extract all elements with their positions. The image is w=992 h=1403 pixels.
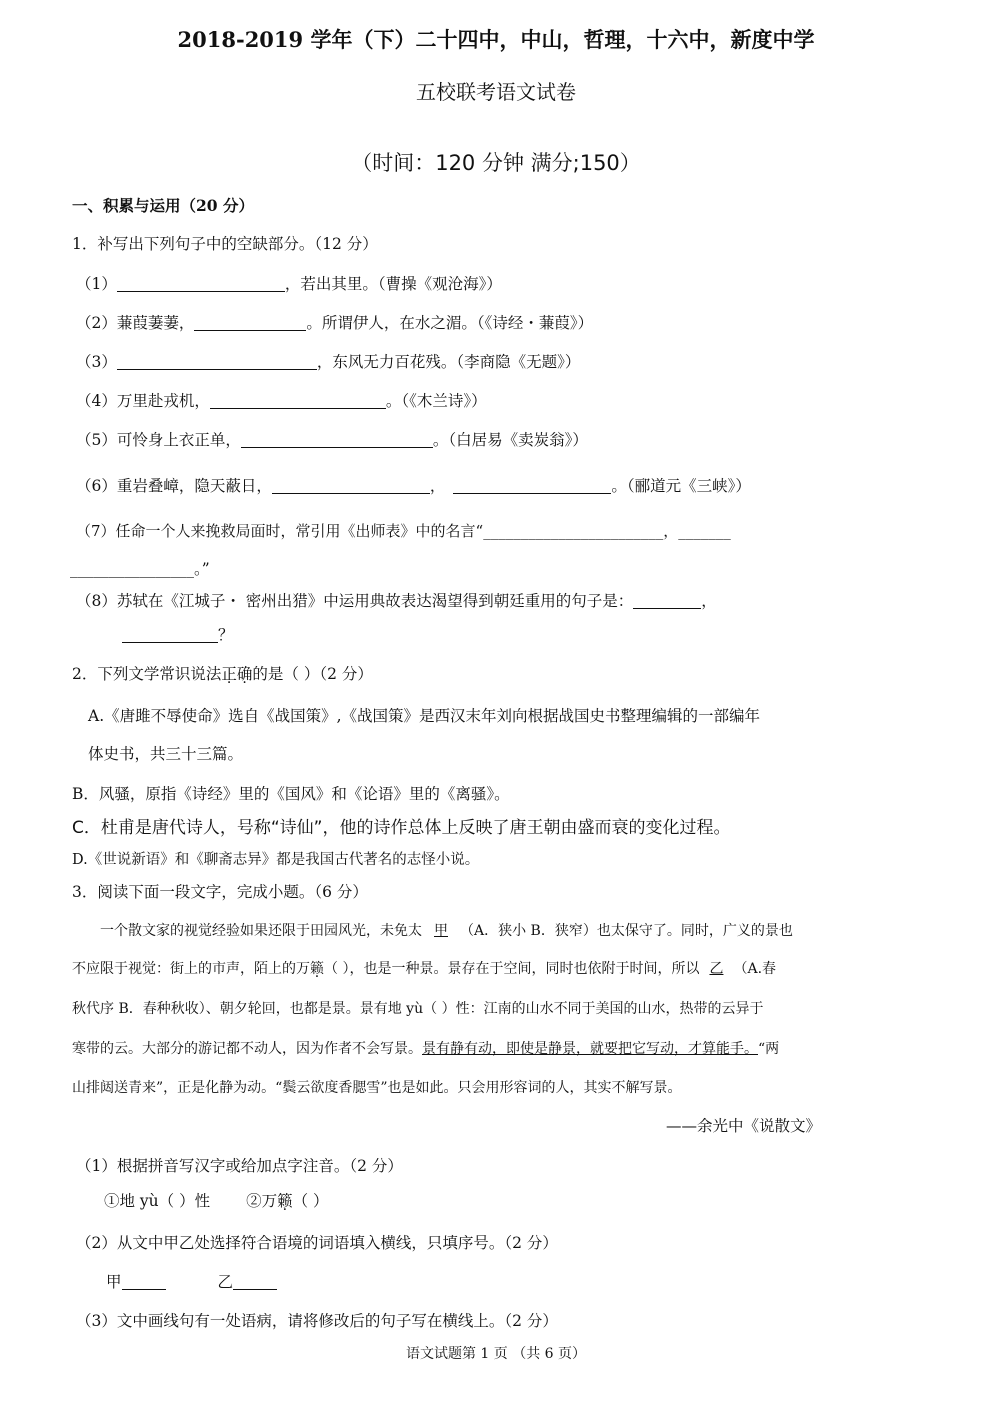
- q1-item-3-number: （3）: [76, 353, 117, 371]
- q3-passage-line2: [72, 959, 776, 979]
- q3-sub-1-answers: [104, 1191, 329, 1211]
- q2-option-d: D.《世说新语》和《聊斋志异》都是我国古代著名的志怪小说。: [72, 852, 480, 868]
- q3-passage-line4: [72, 1039, 779, 1059]
- q1-item-3-blank[interactable]: [117, 353, 317, 370]
- question-2-stem: [72, 664, 373, 684]
- q3-passage-line1-b: （A．狭小 B．狭窄）也太保守了。同时，广义的景也: [460, 923, 793, 939]
- q2-option-b: B．风骚，原指《诗经》里的《国风》和《论语》里的《离骚》。: [72, 785, 510, 803]
- q2-stem-dotted-char-1: 正: [221, 665, 237, 683]
- q3-sub-2-blank-jia[interactable]: [122, 1273, 166, 1290]
- q3-sub-2-label-jia: 甲: [106, 1273, 122, 1291]
- q3-sub-2-label-yi: 乙: [217, 1273, 234, 1291]
- exam-title-line2: 五校联考语文试卷: [416, 80, 576, 104]
- q1-item-3: [76, 352, 580, 372]
- exam-time-info: （时间：120 分钟 满分;150）: [351, 151, 641, 175]
- q1-item-6-blank-2[interactable]: [453, 477, 611, 494]
- q3-passage-line2-c: （A.春: [733, 961, 777, 977]
- q3-passage-line3: 秋代序 B．春种秋收）、朝夕轮回，也都是景。景有地 yù（ ）性：江南的山水不同于美国的山水，热带的云异于: [72, 1001, 764, 1017]
- q3-underlined-sentence: 景有静有动，即使是静景，就要把它写动，才算能手。: [422, 1041, 758, 1057]
- q2-stem-part-a: 2．下列文学常识说法: [72, 665, 222, 683]
- q3-sub-1-item-a: ①地 yù（ ）性: [104, 1192, 211, 1210]
- q3-passage-line1-a: 一个散文家的视觉经验如果还限于田园风光，未免太: [100, 923, 422, 939]
- q1-item-1-blank[interactable]: [117, 275, 285, 292]
- q1-item-5: [76, 430, 588, 450]
- section-heading: 一、积累与运用（20 分）: [72, 196, 254, 215]
- q3-sub-2-blank-yi[interactable]: [233, 1273, 277, 1290]
- q1-item-2: [76, 313, 593, 333]
- q1-item-8-line2: [122, 625, 234, 645]
- q1-item-4-text-after: 。（《木兰诗》）: [385, 392, 487, 410]
- q3-passage-line2-b: （ ），也是一种景。景存在于空间，同时也依附于时间，所以: [324, 961, 700, 977]
- q1-item-3-text: ，东风无力百花残。（李商隐《无题》）: [316, 353, 581, 371]
- q1-item-6-text-before: （6）重岩叠嶂，隐天蔽日，: [76, 477, 272, 495]
- q2-stem-part-b: 的是（ ）（2 分）: [252, 665, 373, 683]
- q1-item-2-text-after: 。所谓伊人，在水之湄。（《诗经・蒹葭》）: [306, 314, 594, 332]
- q1-item-5-text-after: 。（白居易《卖炭翁》）: [432, 431, 588, 449]
- q1-item-7-line2: ________________。”: [70, 560, 210, 578]
- q1-item-6: [76, 476, 751, 496]
- q3-passage-line4-b: “两: [758, 1041, 780, 1057]
- q1-item-6-text-after: 。（郦道元《三峡》）: [611, 477, 751, 495]
- q1-item-4-blank[interactable]: [210, 392, 386, 409]
- q3-sub-1-item-b-pre: ②万: [246, 1192, 278, 1210]
- q2-option-a-line2: 体史书，共三十三篇。: [88, 745, 244, 763]
- q3-passage-line5: 山排闼送青来”，正是化静为动。“鬓云欲度香腮雪”也是如此。只会用形容词的人，其实不解写景。: [72, 1080, 682, 1096]
- q1-item-6-blank-1[interactable]: [272, 477, 430, 494]
- question-3-stem: 3．阅读下面一段文字，完成小题。（6 分）: [72, 883, 368, 901]
- q2-option-a-line1: A.《唐雎不辱使命》选自《战国策》,《战国策》是西汉末年刘向根据战国史书整理编辑的一部编年: [88, 707, 761, 725]
- exam-title-line1: 2018-2019 学年（下）二十四中，中山，哲理，十六中，新度中学: [177, 27, 815, 52]
- q1-item-6-text-mid: ，: [429, 477, 446, 495]
- q3-blank-jia: 甲: [434, 923, 448, 939]
- q1-item-7-line1: （7）任命一个人来挽救局面时，常引用《出师表》中的名言“________________________，_______: [76, 522, 731, 540]
- q2-option-c: C．杜甫是唐代诗人，号称“诗仙”，他的诗作总体上反映了唐王朝由盛而衰的变化过程。: [72, 818, 731, 838]
- q1-item-8-text-after: ，: [701, 592, 717, 610]
- q3-passage-line4-a: 寒带的云。大部分的游记都不动人，因为作者不会写景。: [72, 1041, 422, 1057]
- q1-item-8-blank-1[interactable]: [633, 592, 701, 609]
- q1-item-1-text: ，若出其里。（曹操《观沧海》）: [284, 275, 502, 293]
- q3-dotted-char-lai: 籁: [310, 961, 324, 977]
- q1-item-8-blank-2[interactable]: [122, 626, 218, 643]
- q1-item-4-text-before: （4）万里赴戎机，: [76, 392, 210, 410]
- question-1-stem: 1．补写出下列句子中的空缺部分。（12 分）: [72, 235, 378, 253]
- q3-sub-1-item-b-post: （ ）: [292, 1192, 329, 1210]
- q3-sub-2-answers: [106, 1272, 277, 1292]
- q3-passage-line1: [100, 921, 793, 941]
- q3-sub-1-dotted-char: 籁: [277, 1192, 293, 1210]
- q1-item-5-text-before: （5）可怜身上衣正单，: [76, 431, 241, 449]
- q1-item-4: [76, 391, 487, 411]
- q1-item-2-blank[interactable]: [194, 314, 306, 331]
- q1-item-1: [76, 274, 502, 294]
- q3-blank-yi: 乙: [709, 961, 724, 977]
- q1-item-8-end: ？: [218, 626, 234, 644]
- q1-item-8: [76, 591, 717, 611]
- q3-passage-source: ——余光中《说散文》: [666, 1117, 822, 1135]
- q1-item-5-blank[interactable]: [241, 431, 433, 448]
- q1-item-2-text-before: （2）蒹葭萋萋，: [76, 314, 195, 332]
- q3-sub-2: （2）从文中甲乙处选择符合语境的词语填入横线，只填序号。（2 分）: [76, 1234, 558, 1252]
- q1-item-8-text-before: （8）苏轼在《江城子・ 密州出猎》中运用典故表达渴望得到朝廷重用的句子是：: [76, 592, 634, 610]
- q3-sub-3: （3）文中画线句有一处语病，请将修改后的句子写在横线上。（2 分）: [76, 1312, 558, 1330]
- q2-stem-dotted-char-2: 确: [236, 665, 253, 683]
- q3-passage-line2-a: 不应限于视觉：街上的市声，陌上的万: [72, 961, 310, 977]
- page-footer: 语文试题第 1 页 （共 6 页）: [405, 1346, 587, 1362]
- q3-sub-1: （1）根据拼音写汉字或给加点字注音。（2 分）: [76, 1157, 403, 1175]
- q1-item-1-number: （1）: [76, 275, 117, 293]
